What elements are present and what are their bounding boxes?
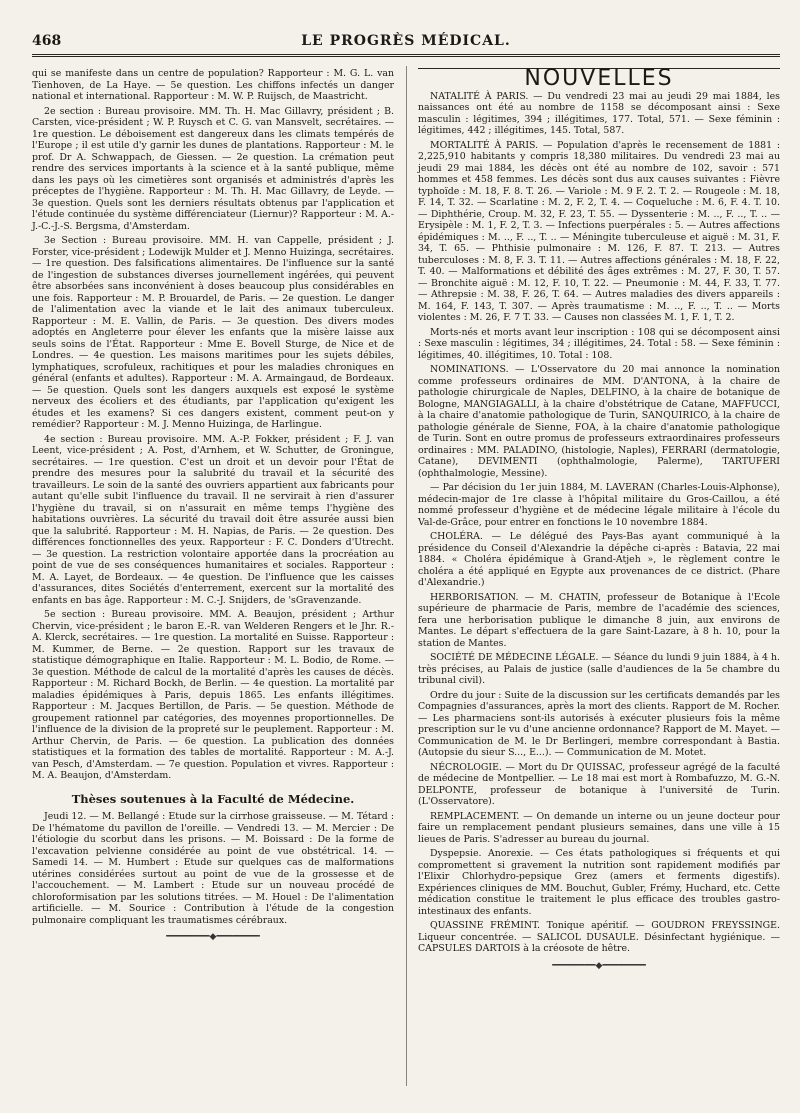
news-paragraph: NÉCROLOGIE. — Mort du Dr QUISSAC, professeur agrégé de la faculté de médecine de Montpellier. — Le 18 mai est mort à Rombafuzzo, M. G.-N. DELPONTE, professeur de botanique à l'université de Turin. (L'Osservatore). xyxy=(418,761,780,807)
congress-paragraph: qui se manifeste dans un centre de population? Rapporteur : M. G. L. van Tienhoven, de La Haye. — 5e question. Les chiffons infectés un danger national et international. Rapporteur : M. W. P. Ruijsch, de Maastricht. xyxy=(32,68,394,102)
news-paragraph: NOMINATIONS. — L'Osservatore du 20 mai annonce la nomination comme professeurs ordinaires de MM. D'ANTONA, à la chaire de pathologie chirurgicale de Naples, DELFINO, à la chaire de botanique de Bologne, MANGIAGALLI, à la chaire d'obstétrique de Catane, MAFFUCCI, à la chaire d'anatomie pathologique de Turin, SANQUIRICO, à la chaire de pathologie générale de Sienne, FOA, à la chaire d'anatomie pathologique de Turin. Sont en outre promus de professeurs extraordinaires professeurs ordinaires : MM. PALADINO, (histologie, Naples), FERRARI (dermatologie, Catane), DEVIMENTI (ophthalmologie, Palerme), TARTUFERI (ophthalmologie, Messine). xyxy=(418,364,780,479)
theses-heading: Thèses soutenues à la Faculté de Médecine. xyxy=(71,791,355,806)
theses-paragraph: Jeudi 12. — M. Bellangé : Etude sur la cirrhose graisseuse. — M. Tétard : De l'hématome du pavillon de l'oreille. — Vendredi 13. — M. Mercier : De l'étiologie du scorbut dans les prisons. — M. Boissard : De la forme de l'excavation pelvienne considérée au point de vue obstétrical. 14. — Samedi 14. — M. Humbert : Etude sur quelques cas de malformations utérines considérées surtout au point de vue de la grossesse et de l'accouchement. — M. Lambert : Etude sur un nouveau procédé de chloroformisation par les solutions titrées. — M. Houel : De l'alimentation artificielle. — M. Sourice : Contribution à l'étude de la congestion pulmonaire compliquant les traumatismes cérébraux. xyxy=(32,811,394,926)
page-number: 468 xyxy=(32,33,62,49)
congress-paragraph: 2e section : Bureau provisoire. MM. Th. H. Mac Gillavry, président ; B. Carsten, vice-président ; W. P. Ruysch et C. G. van Mansvelt, secrétaires. — 1re question. Le déboisement est dangereux dans les climats tempérés de l'Europe ; il est utile d'y garnir les dunes de plantations. Rapporteur : M. le prof. Dr A. Schwappach, de Giessen. — 2e question. La crémation peut rendre des services importants à la science et à la santé publique, même dans les pays où les cimetières sont organisés et administrés d'après les préceptes de l'hygiène. Rapporteur : M. Th. H. Mac Gillavry, de Leyde. — 3e question. Quels sont les derniers résultats obtenus par l'application et l'étude continuée du système différenciateur (Liernur)? Rapporteur : M. A.-J.-C.-J.-S. Bergsma, d'Amsterdam. xyxy=(32,105,394,232)
news-paragraph: Ordre du jour : Suite de la discussion sur les certificats demandés par les Compagnies d'assurances, après la mort des clients. Rapport de M. Rocher. — Les pharmaciens sont-ils autorisés à exécuter plusieurs fois la même prescription sur le vu d'une ancienne ordonnance? Rapport de M. Mayet. — Communication de M. le Dr Berlingeri, membre correspondant à Bastia. (Autopsie du sieur S..., E...). — Communication de M. Motet. xyxy=(418,689,780,758)
congress-paragraph: 4e section : Bureau provisoire. MM. A.-P. Fokker, président ; F. J. van Leent, vice-président ; A. Post, d'Arnhem, et W. Schutter, de Groningue, secrétaires. — 1re question. C'est un droit et un devoir pour l'État de prendre des mesures pour la salubrité du travail et la sécurité des travailleurs. Le soin de la santé des ouvriers appartient aux fabricants pour autant qu'elle subit l'influence du travail. Il ne servirait à rien d'assurer l'hygiène du travail, si on n'assurait en même temps l'hygiène des habitations ouvrières. La sécurité du travail doit être assurée aussi bien que la salubrité. Rapporteur : M. H. Napias, de Paris. — 2e question. Des différences fonctionnelles des yeux. Rapporteur : F. C. Donders d'Utrecht. — 3e question. La restriction volontaire apportée dans la procréation au point de vue de ses conséquences humanitaires et sociales. Rapporteur : M. A. Layet, de Bordeaux. — 4e question. De l'influence que les caisses d'assurances, dites Sociétés d'enterrement, exercent sur la mortalité des enfants en bas âge. Rapporteur : M. C.-J. Snijders, de 'sGravenzande. xyxy=(32,433,394,606)
news-paragraph: HERBORISATION. — M. CHATIN, professeur de Botanique à l'Ecole supérieure de pharmacie de Paris, membre de l'académie des sciences, fera une herborisation publique le dimanche 8 juin, aux environs de Mantes. Le départ s'effectuera de la gare Saint-Lazare, à 8 h. 10, pour la station de Mantes. xyxy=(418,591,780,649)
news-paragraph: Dyspepsie. Anorexie. — Ces états pathologiques si fréquents et qui compromettent si gravement la nutrition sont rapidement modifiés par l'Elixir Chlorhydro-pepsique Grez (amers et ferments digestifs). Expériences cliniques de MM. Bouchut, Gubler, Frémy, Huchard, etc. Cette médication constitue le traitement le plus efficace des troubles gastro-intestinaux des enfants. xyxy=(418,848,780,917)
journal-title: LE PROGRÈS MÉDICAL. xyxy=(301,33,511,49)
congress-paragraph: 3e Section : Bureau provisoire. MM. H. van Cappelle, président ; J. Forster, vice-président ; Lodewijk Mulder et J. Menno Huizinga, secrétaires. — 1re question. Des falsifications alimentaires. De l'influence sur la santé de l'ingestion de substances diverses journellement ingérées, qui peuvent être absorbées sans inconvénient à doses beaucoup plus considérables en une fois. Rapporteur : M. P. Brouardel, de Paris. — 2e question. Le danger de l'alimentation avec la viande et le lait des animaux tuberculeux. Rapporteur : M. E. Vallin, de Paris. — 3e question. Des divers modes adoptés en Angleterre pour élever les enfants que la misère laisse aux seuls soins de l'État. Rapporteur : Mme E. Bovell Sturge, de Nice et de Londres. — 4e question. Les maisons maritimes pour les sujets débiles, lymphatiques, scrofuleux, rachitiques et pour les maladies chroniques en général (enfants et adultes). Rapporteur : M. A. Armaingaud, de Bordeaux. — 5e question. Quels sont les dangers auxquels est exposé le système nerveux des écoliers et des étudiants, par l'application qu'exigent les études et les examens? Si ces dangers existent, comment peut-on y remédier? Rapporteur : M. J. Menno Huizinga, de Harlingue. xyxy=(32,235,394,430)
right-column xyxy=(418,68,780,978)
news-paragraph: REMPLACEMENT. — On demande un interne ou un jeune docteur pour faire un remplacement pendant plusieurs semaines, dans une ville à 15 lieues de Paris. S'adresser au bureau du journal. xyxy=(418,810,780,845)
nouvelles-heading: NOUVELLES xyxy=(418,68,780,85)
news-paragraph: MORTALITÉ À PARIS. — Population d'après le recensement de 1881 : 2,225,910 habitants y compris 18,380 militaires. Du vendredi 23 mai au jeudi 29 mai 1884, les décès ont été au nombre de 102, savoir : 571 hommes et 458 femmes. Les décès sont dus aux causes suivantes : Fièvre typhoïde : M. 18, F. 8. T. 26. — Variole : M. 9 F. 2. T. 2. — Rougeole : M. 18, F. 14, T. 32. — Scarlatine : M. 2, F. 2, T. 4. — Coqueluche : M. 6, F. 4. T. 10. — Diphthérie, Croup. M. 32, F. 23, T. 55. — Dyssenterie : M. .., F. .., T. .. — Erysipèle : M. 1, F. 2, T. 3. — Infections puerpérales : 5. — Autres affections épidémiques : M. .., F. .., T. .. — Méningite tuberculeuse et aiguë : M. 31, F. 34, T. 65. — Phthisie pulmonaire : M. 126, F. 87. T. 213. — Autres tuberculoses : M. 8, F. 3. T. 11. — Autres affections générales : M. 18, F. 22, T. 40. — Malformations et débilité des âges extrêmes : M. 27, F. 30, T. 57. — Bronchite aiguë : M. 12, F. 10, T. 22. — Pneumonie : M. 44, F. 33, T. 77. — Athrepsie : M. 38, F. 26, T. 64. — Autres maladies des divers appareils : M. 164, F. 143, T. 307. — Après traumatisme : M. .., F. .., T. .. — Morts violentes : M. 26, F. 7 T. 33. — Causes non classées M. 1, F. 1, T. 2. xyxy=(418,139,780,323)
page-header xyxy=(32,30,780,57)
column-divider xyxy=(406,66,407,1086)
news-paragraph: CHOLÉRA. — Le délégué des Pays-Bas ayant communiqué à la présidence du Conseil d'Alexandrie la dépêche ci-après : Batavia, 22 mai 1884. « Choléra épidémique à Grand-Atjeh », le règlement contre le choléra a été appliqué en Egypte aux provenances de ce district. (Phare d'Alexandrie.) xyxy=(418,531,780,588)
congress-paragraph: 5e section : Bureau provisoire. MM. A. Beaujon, président ; Arthur Chervin, vice-président ; le baron E.-R. van Welderen Rengers et le Jhr. R.-A. Klerck, secrétaires. — 1re question. La mortalité en Suisse. Rapporteur : M. Kummer, de Berne. — 2e question. Rapport sur les travaux de statistique démographique en Italie. Rapporteur : M. L. Bodio, de Rome. — 3e question. Méthode de calcul de la mortalité d'après les causes de décès. Rapporteur : M. Richard Bockh, de Berlin. — 4e question. La mortalité par maladies épidémiques à Paris, depuis 1865. Les enfants illégitimes. Rapporteur : M. Jacques Bertillon, de Paris. — 5e question. Méthode de groupement rationnel par catégories, des moyennes proportionnelles. De l'influence de la division de la propreté sur le peuplement. Rapporteur : M. Arthur Chervin, de Paris. — 6e question. La publication des données statistiques et la formation des tables de mortalité. Rapporteur : M. A.-J. van Pesch, d'Amsterdam. — 7e question. Population et vivres. Rapporteur : M. A. Beaujon, d'Amsterdam. xyxy=(32,609,394,781)
news-paragraph: SOCIÉTÉ DE MÉDECINE LÉGALE. — Séance du lundi 9 juin 1884, à 4 h. très précises, au Palais de justice (salle d'audiences de la 5e chambre du tribunal civil). xyxy=(418,652,780,686)
ornament-divider: ━━━━━━━━◆━━━━━━━━ xyxy=(166,932,260,942)
left-column xyxy=(32,68,394,950)
news-paragraph: NATALITÉ À PARIS. — Du vendredi 23 mai au jeudi 29 mai 1884, les naissances ont été au nombre de 1158 se décomposant ainsi : Sexe masculin : légitimes, 394 ; illégitimes, 177. Total, 571. — Sexe féminin : légitimes, 442 ; illégitimes, 145. Total, 587. xyxy=(418,90,780,136)
news-paragraph: Morts-nés et morts avant leur inscription : 108 qui se décomposent ainsi : Sexe masculin : légitimes, 34 ; illégitimes, 24. Total : 58. — Sexe féminin : légitimes, 40. illégitimes, 10. Total : 108. xyxy=(418,326,780,361)
ornament-divider: ━━━━━━━━◆━━━━━━━━ xyxy=(552,960,646,971)
news-paragraph: — Par décision du 1er juin 1884, M. LAVERAN (Charles-Louis-Alphonse), médecin-major de 1re classe à l'hôpital militaire du Gros-Caillou, a été nommé professeur d'hygiène et de médecine légale militaire à l'école du Val-de-Grâce, pour entrer en fonctions le 10 novembre 1884. xyxy=(418,482,780,528)
news-paragraph: QUASSINE FRÉMINT. Tonique apéritif. — GOUDRON FREYSSINGE. Liqueur concentrée. — SALICOL DUSAULE. Désinfectant hygiénique. — CAPSULES DARTOIS à la créosote de hêtre. xyxy=(418,920,780,954)
